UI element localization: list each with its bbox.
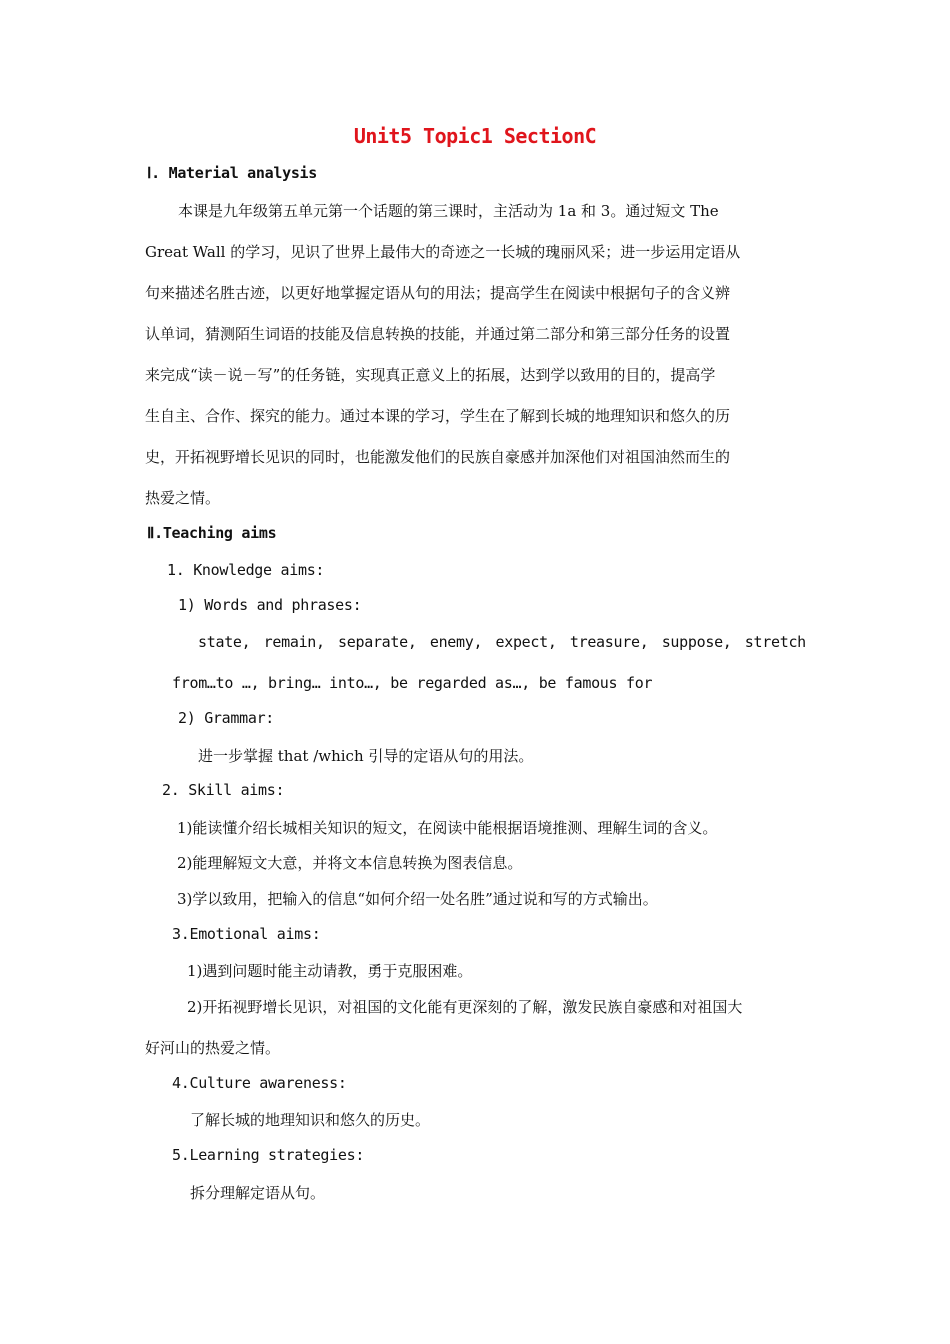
paragraph-line: 史，开拓视野增长见识的同时，也能激发他们的民族自豪感并加深他们对祖国油然而生的	[145, 448, 731, 466]
vocab-word: remain,	[263, 633, 325, 651]
paragraph-line: 本课是九年级第五单元第一个话题的第三课时，主活动为 1a 和 3。通过短文 The	[178, 202, 719, 220]
skill-aim-item: 2)能理解短文大意，并将文本信息转换为图表信息。	[177, 854, 523, 872]
paragraph-line: 热爱之情。	[145, 489, 221, 507]
skill-aims-label: 2. Skill aims:	[162, 781, 285, 799]
vocab-word: stretch	[744, 633, 806, 651]
paragraph-line: Great Wall 的学习，见识了世界上最伟大的奇迹之一长城的瑰丽风采；进一步运用定语从	[145, 243, 741, 261]
skill-aim-item: 3)学以致用，把输入的信息“如何介绍一处名胜”通过说和写的方式输出。	[177, 890, 658, 908]
vocab-word: treasure,	[569, 633, 649, 651]
section-heading-material-analysis: Ⅰ. Material analysis	[147, 164, 318, 182]
emotional-aim-item: 1)遇到问题时能主动请教，勇于克服困难。	[187, 962, 473, 980]
grammar-text: 进一步掌握 that /which 引导的定语从句的用法。	[198, 747, 534, 765]
vocab-word: separate,	[338, 633, 417, 651]
culture-awareness-text: 了解长城的地理知识和悠久的历史。	[190, 1111, 431, 1129]
document-title: Unit5 Topic1 SectionC	[353, 124, 597, 148]
section-heading-teaching-aims: Ⅱ.Teaching aims	[147, 524, 277, 542]
culture-awareness-label: 4.Culture awareness:	[172, 1074, 347, 1092]
vocab-word: state,	[198, 633, 251, 651]
paragraph-line: 句来描述名胜古迹，以更好地掌握定语从句的用法；提高学生在阅读中根据句子的含义辨	[145, 284, 731, 302]
emotional-aim-item: 2)开拓视野增长见识，对祖国的文化能有更深刻的了解，激发民族自豪感和对祖国大	[187, 998, 743, 1016]
vocabulary-list	[198, 633, 806, 651]
knowledge-aims-label: 1. Knowledge aims:	[167, 561, 325, 579]
paragraph-line: 来完成“读－说－写”的任务链，实现真正意义上的拓展，达到学以致用的目的，提高学	[145, 366, 716, 384]
vocab-word: expect,	[495, 633, 557, 651]
vocab-word: suppose,	[661, 633, 732, 651]
emotional-aim-item-continued: 好河山的热爱之情。	[145, 1039, 281, 1057]
learning-strategies-text: 拆分理解定语从句。	[190, 1184, 326, 1202]
phrases-line: from…to …, bring… into…, be regarded as…, be famous for	[172, 674, 653, 692]
paragraph-line: 认单词，猜测陌生词语的技能及信息转换的技能，并通过第二部分和第三部分任务的设置	[145, 325, 731, 343]
emotional-aims-label: 3.Emotional aims:	[172, 925, 321, 943]
paragraph-line: 生自主、合作、探究的能力。通过本课的学习，学生在了解到长城的地理知识和悠久的历	[145, 407, 731, 425]
words-phrases-label: 1) Words and phrases:	[178, 596, 362, 614]
grammar-label: 2) Grammar:	[178, 709, 275, 727]
skill-aim-item: 1)能读懂介绍长城相关知识的短文，在阅读中能根据语境推测、理解生词的含义。	[177, 819, 718, 837]
vocab-word: enemy,	[429, 633, 483, 651]
learning-strategies-label: 5.Learning strategies:	[172, 1146, 365, 1164]
